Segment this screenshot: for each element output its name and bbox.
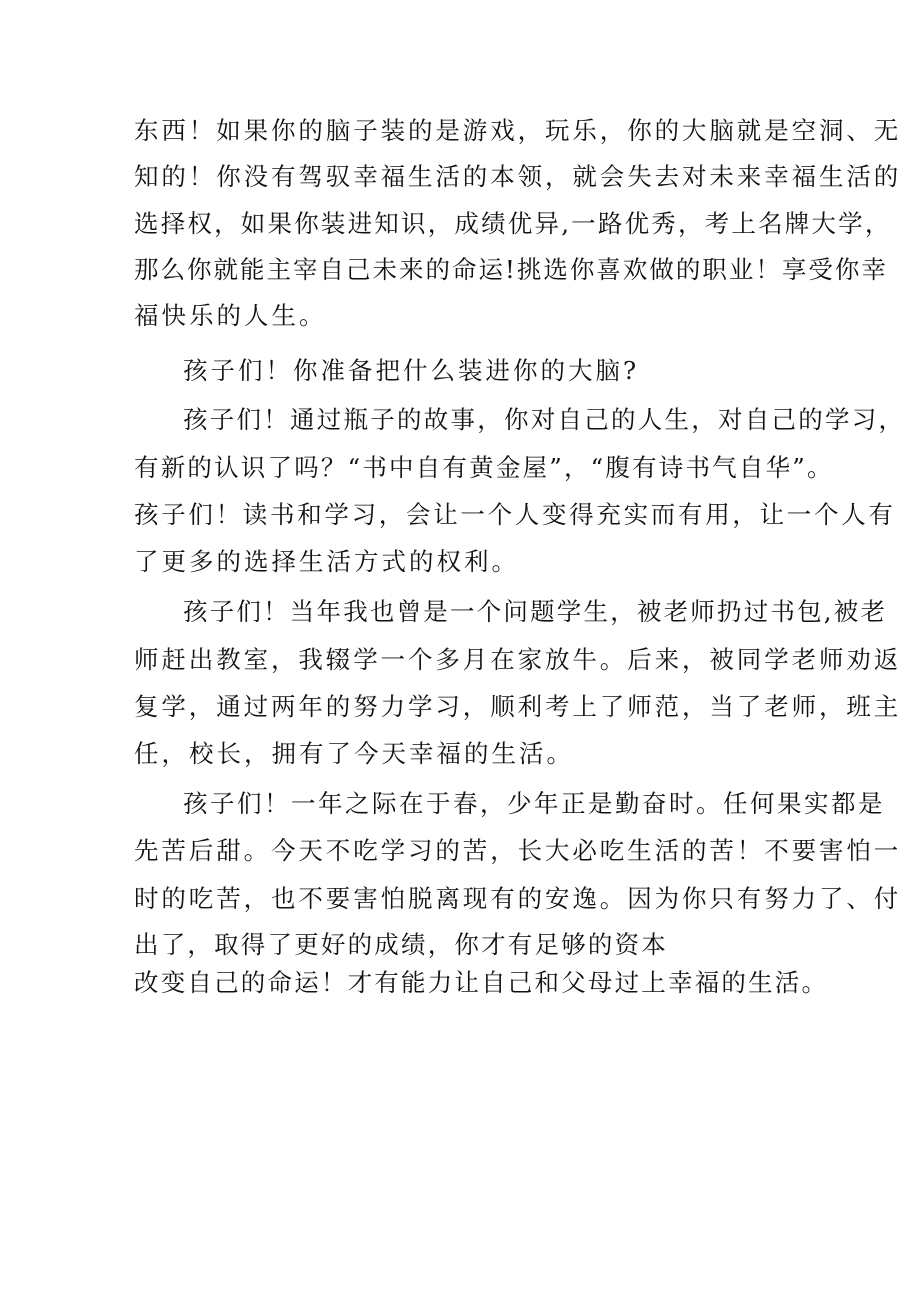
text-line: 孩子们！你准备把什么装进你的大脑?: [183, 356, 640, 385]
text-line: 孩子们！一年之际在于春，少年正是勤奋时。任何果实都是: [183, 789, 885, 818]
text-line: 复学，通过两年的努力学习，顺利考上了师范，当了老师，班主: [134, 692, 902, 721]
text-line: 先苦后甜。今天不吃学习的苦，长大必吃生活的苦！不要害怕一: [134, 836, 902, 865]
text-line: 东西！如果你的脑子装的是游戏，玩乐，你的大脑就是空洞、无: [134, 116, 902, 145]
text-line: 时的吃苦，也不要害怕脱离现有的安逸。因为你只有努力了、付: [134, 884, 902, 913]
text-line: 改变自己的命运！才有能力让自己和父母过上幸福的生活。: [134, 968, 829, 997]
text-line: 孩子们！当年我也曾是一个问题学生，被老师扔过书包,被老: [183, 597, 888, 626]
text-line: 孩子们！通过瓶子的故事，你对自己的人生，对自己的学习，: [183, 405, 906, 434]
text-line: 有新的认识了吗？“书中自有黄金屋”，“腹有诗书气自华”。: [134, 453, 834, 482]
text-line: 那么你就能主宰自己未来的命运!挑选你喜欢做的职业！享受你幸: [134, 255, 888, 284]
text-line: 福快乐的人生。: [134, 301, 327, 330]
text-line: 孩子们！读书和学习，会让一个人变得充实而有用，让一个人有: [134, 500, 896, 529]
text-line: 选择权，如果你装进知识，成绩优异,一路优秀，考上名牌大学，: [134, 209, 892, 238]
text-line: 任，校长，拥有了今天幸福的生活。: [134, 739, 574, 768]
text-line: 知的！你没有驾驭幸福生活的本领，就会失去对未来幸福生活的: [134, 162, 902, 191]
text-line: 出了，取得了更好的成绩，你才有足够的资本: [134, 930, 668, 959]
text-line: 师赶出教室，我辍学一个多月在家放牛。后来，被同学老师劝返: [134, 645, 902, 674]
text-line: 了更多的选择生活方式的权利。: [134, 547, 519, 576]
